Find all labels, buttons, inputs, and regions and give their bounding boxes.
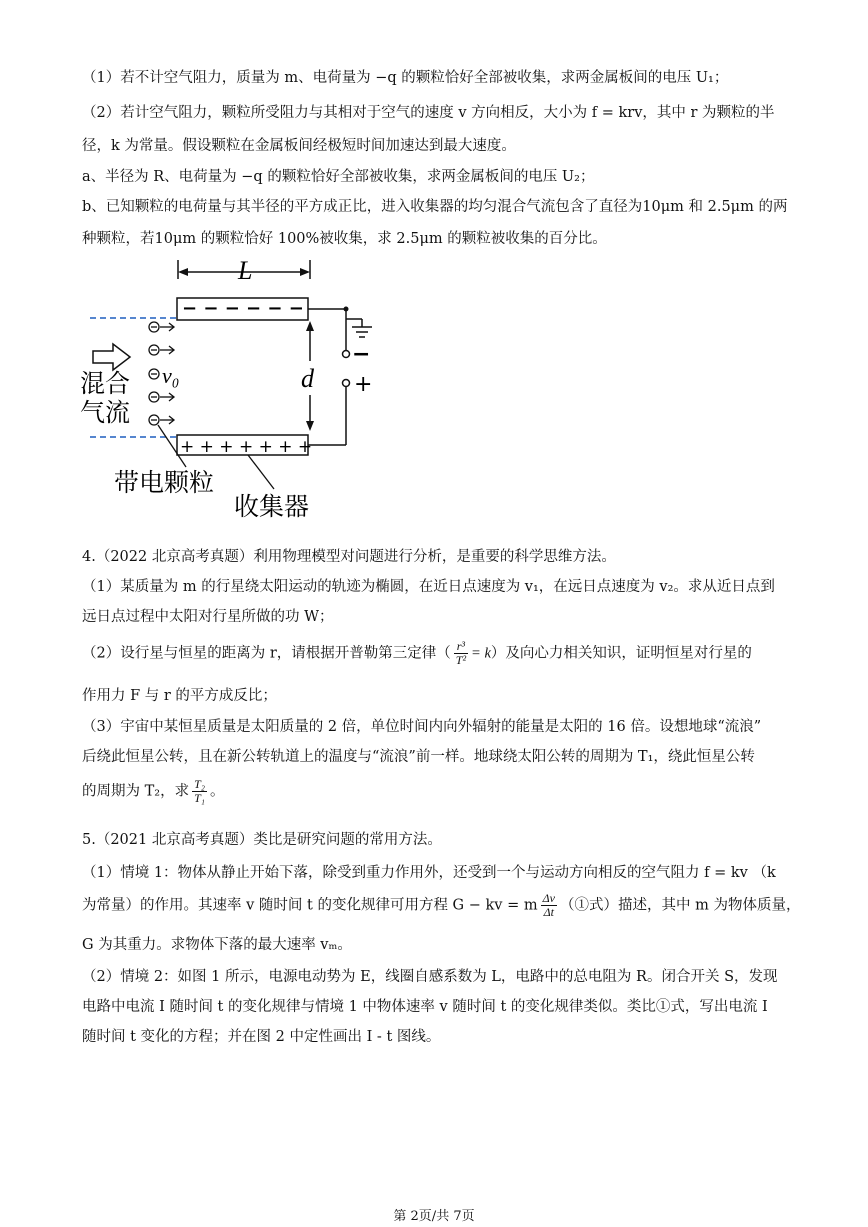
- q5-part1-line3: G 为其重力。求物体下落的最大速率 vₘ。: [82, 937, 352, 953]
- q3-part1: （1）若不计空气阻力，质量为 m、电荷量为 −q 的颗粒恰好全部被收集，求两金属板间的电压 U₁；: [82, 70, 729, 86]
- mixed-flow-label-1: 混合: [80, 369, 131, 398]
- gap-label: d: [301, 364, 314, 393]
- q4-part1-line1: （1）某质量为 m 的行星绕太阳运动的轨迹为椭圆，在近日点速度为 v₁，在远日点速度为 v₂。求从近日点到: [82, 579, 775, 595]
- length-label: L: [238, 256, 253, 285]
- flow-direction-arrow: [93, 344, 130, 370]
- q4-title: 4.（2022 北京高考真题）利用物理模型对问题进行分析，是重要的科学思维方法。: [82, 549, 616, 565]
- plus-terminal-label: +: [354, 372, 373, 397]
- q4-part2-text-post: ）及向心力相关知识，证明恒星对行星的: [490, 645, 752, 662]
- q5-part1-text-pre: 为常量）的作用。其速率 v 随时间 t 的变化规律可用方程 G − kv = m: [82, 897, 538, 914]
- q4-part3-text-post: 。: [209, 783, 225, 800]
- period-ratio-fraction: $\frac{\text{T₂}}{\text{T₁}}$: [194, 777, 205, 805]
- q3-sub-b-line1: b、已知颗粒的电荷量与其半径的平方成正比，进入收集器的均匀混合气流包含了直径为10μm 和 2.5μm 的两: [82, 199, 788, 215]
- minus-terminal-label: −: [352, 342, 371, 367]
- minus-terminal: [343, 351, 350, 358]
- plus-terminal: [343, 380, 350, 387]
- collector-diagram: [78, 255, 398, 525]
- mixed-flow-label-2: 气流: [80, 398, 131, 427]
- velocity-label: v₀: [162, 363, 180, 388]
- q3-sub-b-line2: 种颗粒，若10μm 的颗粒恰好 100%被收集，求 2.5μm 的颗粒被收集的百分比。: [82, 231, 607, 247]
- collector-label: 收集器: [234, 492, 310, 521]
- q5-part2-line2: 电路中电流 I 随时间 t 的变化规律与情境 1 中物体速率 v 随时间 t 的变化规律类似。类比①式，写出电流 I: [82, 999, 768, 1015]
- particles-label: 带电颗粒: [114, 468, 215, 497]
- kepler-fraction: $\frac{\text{r³}}{\text{T²}}$: [455, 639, 467, 667]
- q4-part3-text-pre: 的周期为 T₂，求: [82, 783, 190, 800]
- q5-part1-line1: （1）情境 1：物体从静止开始下落，除受到重力作用外，还受到一个与运动方向相反的空气阻力 f = kv （k: [82, 865, 776, 881]
- q4-part1-line2: 远日点过程中太阳对行星所做的功 W；: [82, 609, 334, 625]
- q3-part2-line2: 径，k 为常量。假设颗粒在金属板间经极短时间加速达到最大速度。: [82, 138, 516, 154]
- q4-part3-line3: [82, 778, 224, 805]
- q5-part1-text-post: （①式）描述，其中 m 为物体质量，: [559, 897, 801, 914]
- q5-part1-line2: [82, 892, 800, 919]
- page-footer: 第 2页/共 7页: [393, 1209, 475, 1224]
- q4-part2-text-pre: （2）设行星与恒星的距离为 r，请根据开普勒第三定律（: [82, 645, 451, 662]
- q5-title: 5.（2021 北京高考真题）类比是研究问题的常用方法。: [82, 832, 442, 848]
- kepler-equals: = k: [471, 645, 491, 662]
- q3-sub-a: a、半径为 R、电荷量为 −q 的颗粒恰好全部被收集，求两金属板间的电压 U₂；: [82, 169, 595, 185]
- q4-part3-line1: （3）宇宙中某恒星质量是太阳质量的 2 倍，单位时间内向外辐射的能量是太阳的 16 倍。设想地球“流浪”: [82, 719, 762, 735]
- bottom-plate-signs: + + + + + + +: [180, 437, 313, 457]
- q4-part2-line2: 作用力 F 与 r 的平方成反比；: [82, 688, 277, 704]
- q5-part2-line1: （2）情境 2：如图 1 所示，电源电动势为 E，线圈自感系数为 L，电路中的总电阻为 R。闭合开关 S，发现: [82, 969, 778, 985]
- q4-part3-line2: 后绕此恒星公转，且在新公转轨道上的温度与“流浪”前一样。地球绕太阳公转的周期为 T₁，绕此恒星公转: [82, 749, 755, 765]
- q5-part2-line3: 随时间 t 变化的方程；并在图 2 中定性画出 I - t 图线。: [82, 1029, 441, 1045]
- top-plate-signs: − − − − − −: [182, 298, 304, 319]
- q4-part2-line1: [82, 640, 752, 667]
- dv-dt-fraction: $\frac{\Delta v}{\Delta t}$: [542, 891, 555, 919]
- q3-part2-line1: （2）若计空气阻力，颗粒所受阻力与其相对于空气的速度 v 方向相反，大小为 f = krv，其中 r 为颗粒的半: [82, 105, 775, 121]
